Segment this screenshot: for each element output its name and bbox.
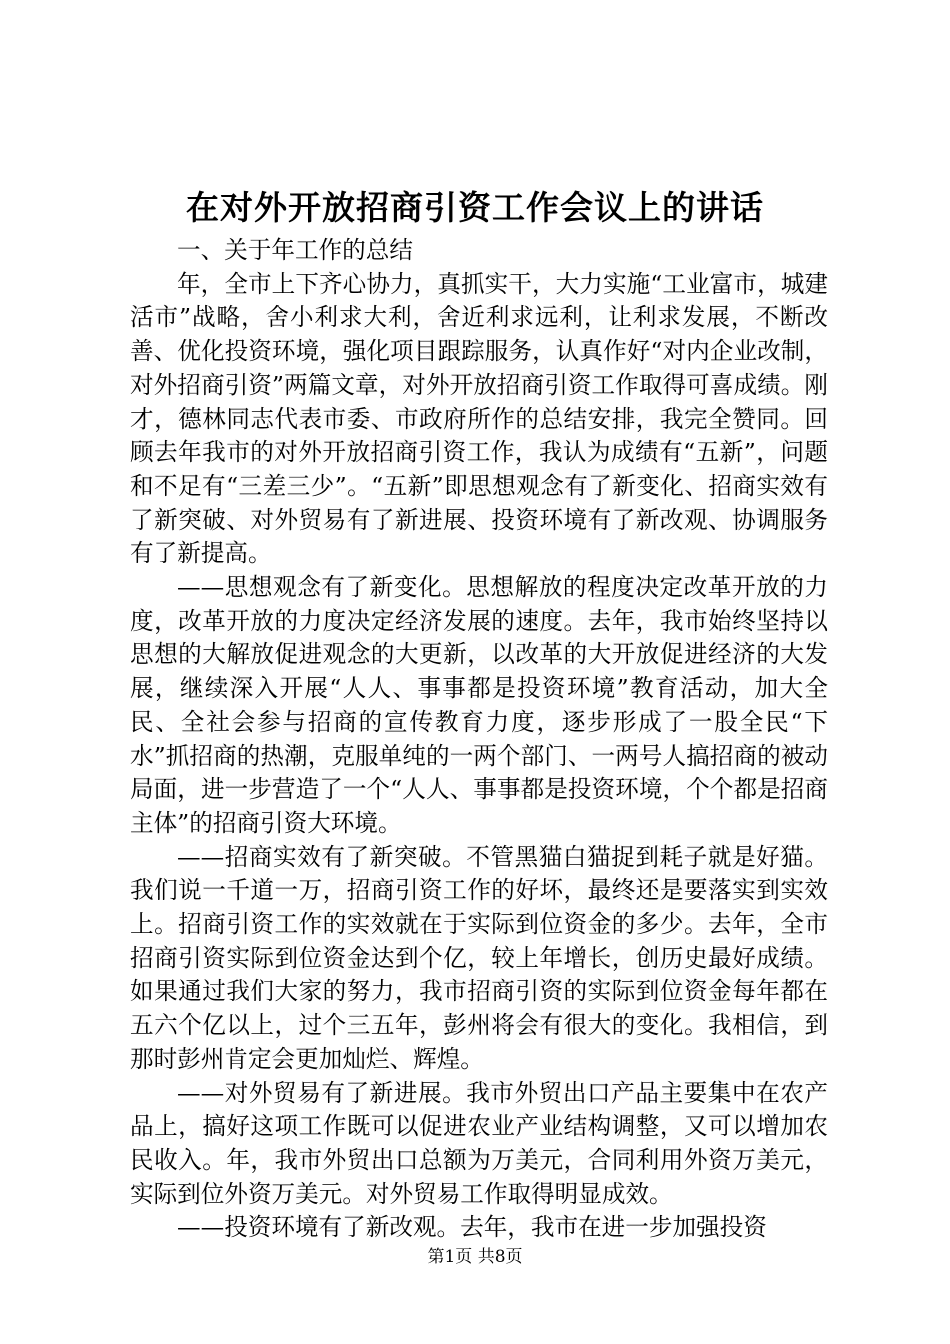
paragraph-investment-environment: ——投资环境有了新改观。去年，我市在进一步加强投资 bbox=[177, 1213, 767, 1242]
paragraph-investment-results: ——招商实效有了新突破。不管黑猫白猫捉到耗子就是好猫。我们说一千道一万，招商引资工作的好坏，最终还是要落实到实效上。招商引资工作的实效就在于实际到位资金的多少。去年，全市招商引资实际到位资金达到个亿，较上年增长，创历史最好成绩。如果通过我们大家的努力，我市招商引资的实际到位资金每年都在五六个亿以上，过个三五年，彭州将会有很大的变化。我相信，到那时彭州肯定会更加灿烂、辉煌。 bbox=[130, 842, 828, 1073]
page-number: 第1页 共8页 bbox=[427, 1247, 523, 1267]
document-body bbox=[130, 234, 828, 1245]
paragraph-foreign-trade: ——对外贸易有了新进展。我市外贸出口产品主要集中在农产品上，搞好这项工作既可以促进农业产业结构调整，又可以增加农民收入。年，我市外贸出口总额为万美元，合同利用外资万美元，实际到位外资万美元。对外贸易工作取得明显成效。 bbox=[130, 1078, 828, 1208]
page-title: 在对外开放招商引资工作会议上的讲话 bbox=[186, 188, 764, 227]
paragraph-summary: 年，全市上下齐心协力，真抓实干，大力实施“工业富市，城建活市”战略，舍小利求大利，舍近利求远利，让利求发展，不断改善、优化投资环境，强化项目跟踪服务，认真作好“对内企业改制，对外招商引资”两篇文章，对外开放招商引资工作取得可喜成绩。刚才，德林同志代表市委、市政府所作的总结安排，我完全赞同。回顾去年我市的对外开放招商引资工作，我认为成绩有“五新”，问题和不足有“三差三少”。“五新”即思想观念有了新变化、招商实效有了新突破、对外贸易有了新进展、投资环境有了新改观、协调服务有了新提高。 bbox=[130, 269, 828, 568]
section-heading: 一、关于年工作的总结 bbox=[177, 236, 413, 264]
paragraph-thinking: ——思想观念有了新变化。思想解放的程度决定改革开放的力度，改革开放的力度决定经济发展的速度。去年，我市始终坚持以思想的大解放促进观念的大更新，以改革的大开放促进经济的大发展，继续深入开展“人人、事事都是投资环境”教育活动，加大全民、全社会参与招商的宣传教育力度，逐步形成了一股全民“下水”抓招商的热潮，克服单纯的一两个部门、一两号人搞招商的被动局面，进一步营造了一个“人人、事事都是投资环境，个个都是招商主体”的招商引资大环境。 bbox=[130, 573, 828, 837]
